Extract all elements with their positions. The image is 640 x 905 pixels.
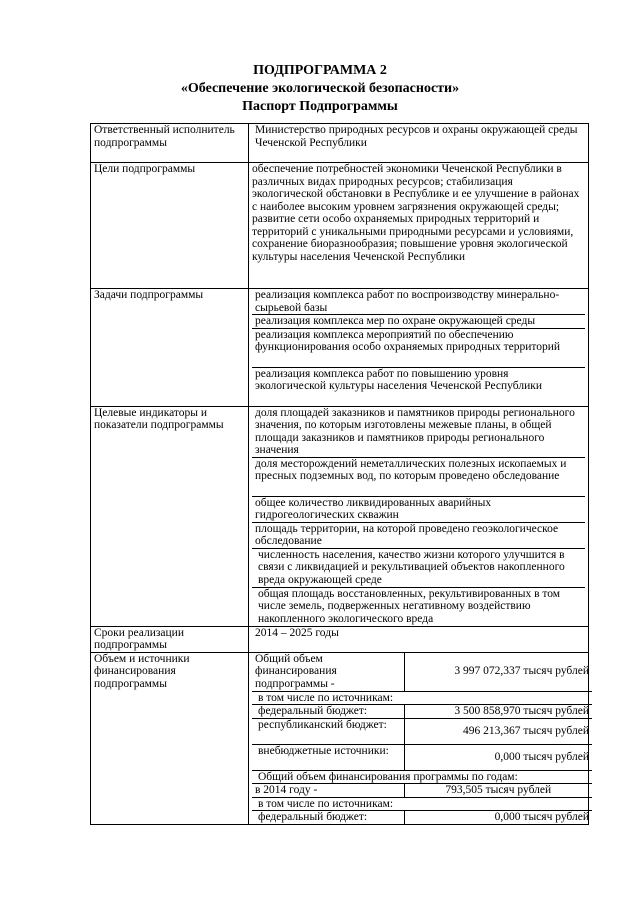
federal-budget-value: 3 500 858,970 тысяч рублей <box>404 705 592 719</box>
by-years-header: Общий объем финансирования программы по годам: <box>252 770 592 784</box>
row-label: Объем и источники финансирования подпрограммы <box>91 652 249 824</box>
indicators-list <box>252 407 585 626</box>
list-item: реализация комплекса мер по охране окружающей среды <box>252 315 585 329</box>
row-terms <box>91 626 589 652</box>
list-item: общее количество ликвидированных аварийных гидрогеологических скважин <box>252 496 585 522</box>
list-item: доля площадей заказников и памятников природы регионального значения, по которым изготовлены межевые планы, в общей площади заказников и памятников природы регионального значения <box>252 407 585 458</box>
list-item: доля месторождений неметаллических полезных ископаемых и пресных подземных вод, по которым проведено обследование <box>252 457 585 496</box>
list-item: общая площадь восстановленных, рекультивированных в том числе земель, подверженных негативному воздействию накопленного экологического вреда <box>252 587 585 626</box>
row-financing <box>91 652 589 824</box>
row-label: Цели подпрограммы <box>91 163 249 289</box>
list-item: площадь территории, на которой проведено геоэкологическое обследование <box>252 522 585 548</box>
extra-budget-label: внебюджетные источники: <box>252 744 404 770</box>
row-value: обеспечение потребностей экономики Чеченской Республики в различных видах природных ресурсов; стабилизация экологической обстановки в Республике и ее улучшение в районах с наиболее высоким уровнем загрязнения окружающей среды; развитие сети особо охраняемых природных территорий и территорий с уникальными природными ресурсами и условиями, сохранение биоразнообразия; повышение уровня экологической культуры населения Чеченской Республики <box>249 163 589 289</box>
list-item: реализация комплекса работ по повышению уровня экологической культуры населения Чеченской Республики <box>252 367 585 406</box>
subprogram-title: ПОДПРОГРАММА 2 <box>253 63 387 78</box>
row-tasks <box>91 289 589 407</box>
extra-budget-value: 0,000 тысяч рублей <box>404 744 592 770</box>
passport-table <box>90 123 589 825</box>
year-2014-value: 793,505 тысяч рублей <box>404 784 592 798</box>
financing-table <box>252 653 592 824</box>
year-2014-federal-label: федеральный бюджет: <box>252 811 404 824</box>
list-item: реализация комплекса мероприятий по обеспечению функционирования особо охраняемых природных территорий <box>252 328 585 367</box>
republic-budget-value: 496 213,367 тысяч рублей <box>404 718 592 744</box>
year-2014-label: в 2014 году - <box>252 784 404 798</box>
row-label: Целевые индикаторы и показатели подпрограммы <box>91 406 249 626</box>
total-financing-label: Общий объем финансирования подпрограммы - <box>252 653 404 692</box>
row-indicators <box>91 406 589 626</box>
row-label: Сроки реализации подпрограммы <box>91 626 249 652</box>
passport-title: Паспорт Подпрограммы <box>242 99 398 114</box>
row-responsible <box>91 124 589 163</box>
sources-header: в том числе по источникам: <box>252 691 592 705</box>
row-goals <box>91 163 589 289</box>
row-label: Ответственный исполнитель подпрограммы <box>91 124 249 163</box>
list-item: численность населения, качество жизни которого улучшится в связи с ликвидацией и рекультивацией объектов накопленного вреда окружающей среде <box>252 548 585 587</box>
row-value: Министерство природных ресурсов и охраны окружающей среды Чеченской Республики <box>249 124 589 163</box>
total-financing-value: 3 997 072,337 тысяч рублей <box>404 653 592 692</box>
republic-budget-label: республиканский бюджет: <box>252 718 404 744</box>
row-value: 2014 – 2025 годы <box>249 626 589 652</box>
year-2014-federal-value: 0,000 тысяч рублей <box>404 811 592 824</box>
row-label: Задачи подпрограммы <box>91 289 249 407</box>
year-2014-sources-header: в том числе по источникам: <box>252 797 592 811</box>
subprogram-subtitle: «Обеспечение экологической безопасности» <box>180 81 460 96</box>
tasks-list <box>252 289 585 406</box>
list-item: реализация комплекса работ по воспроизводству минерально-сырьевой базы <box>252 289 585 315</box>
federal-budget-label: федеральный бюджет: <box>252 705 404 719</box>
